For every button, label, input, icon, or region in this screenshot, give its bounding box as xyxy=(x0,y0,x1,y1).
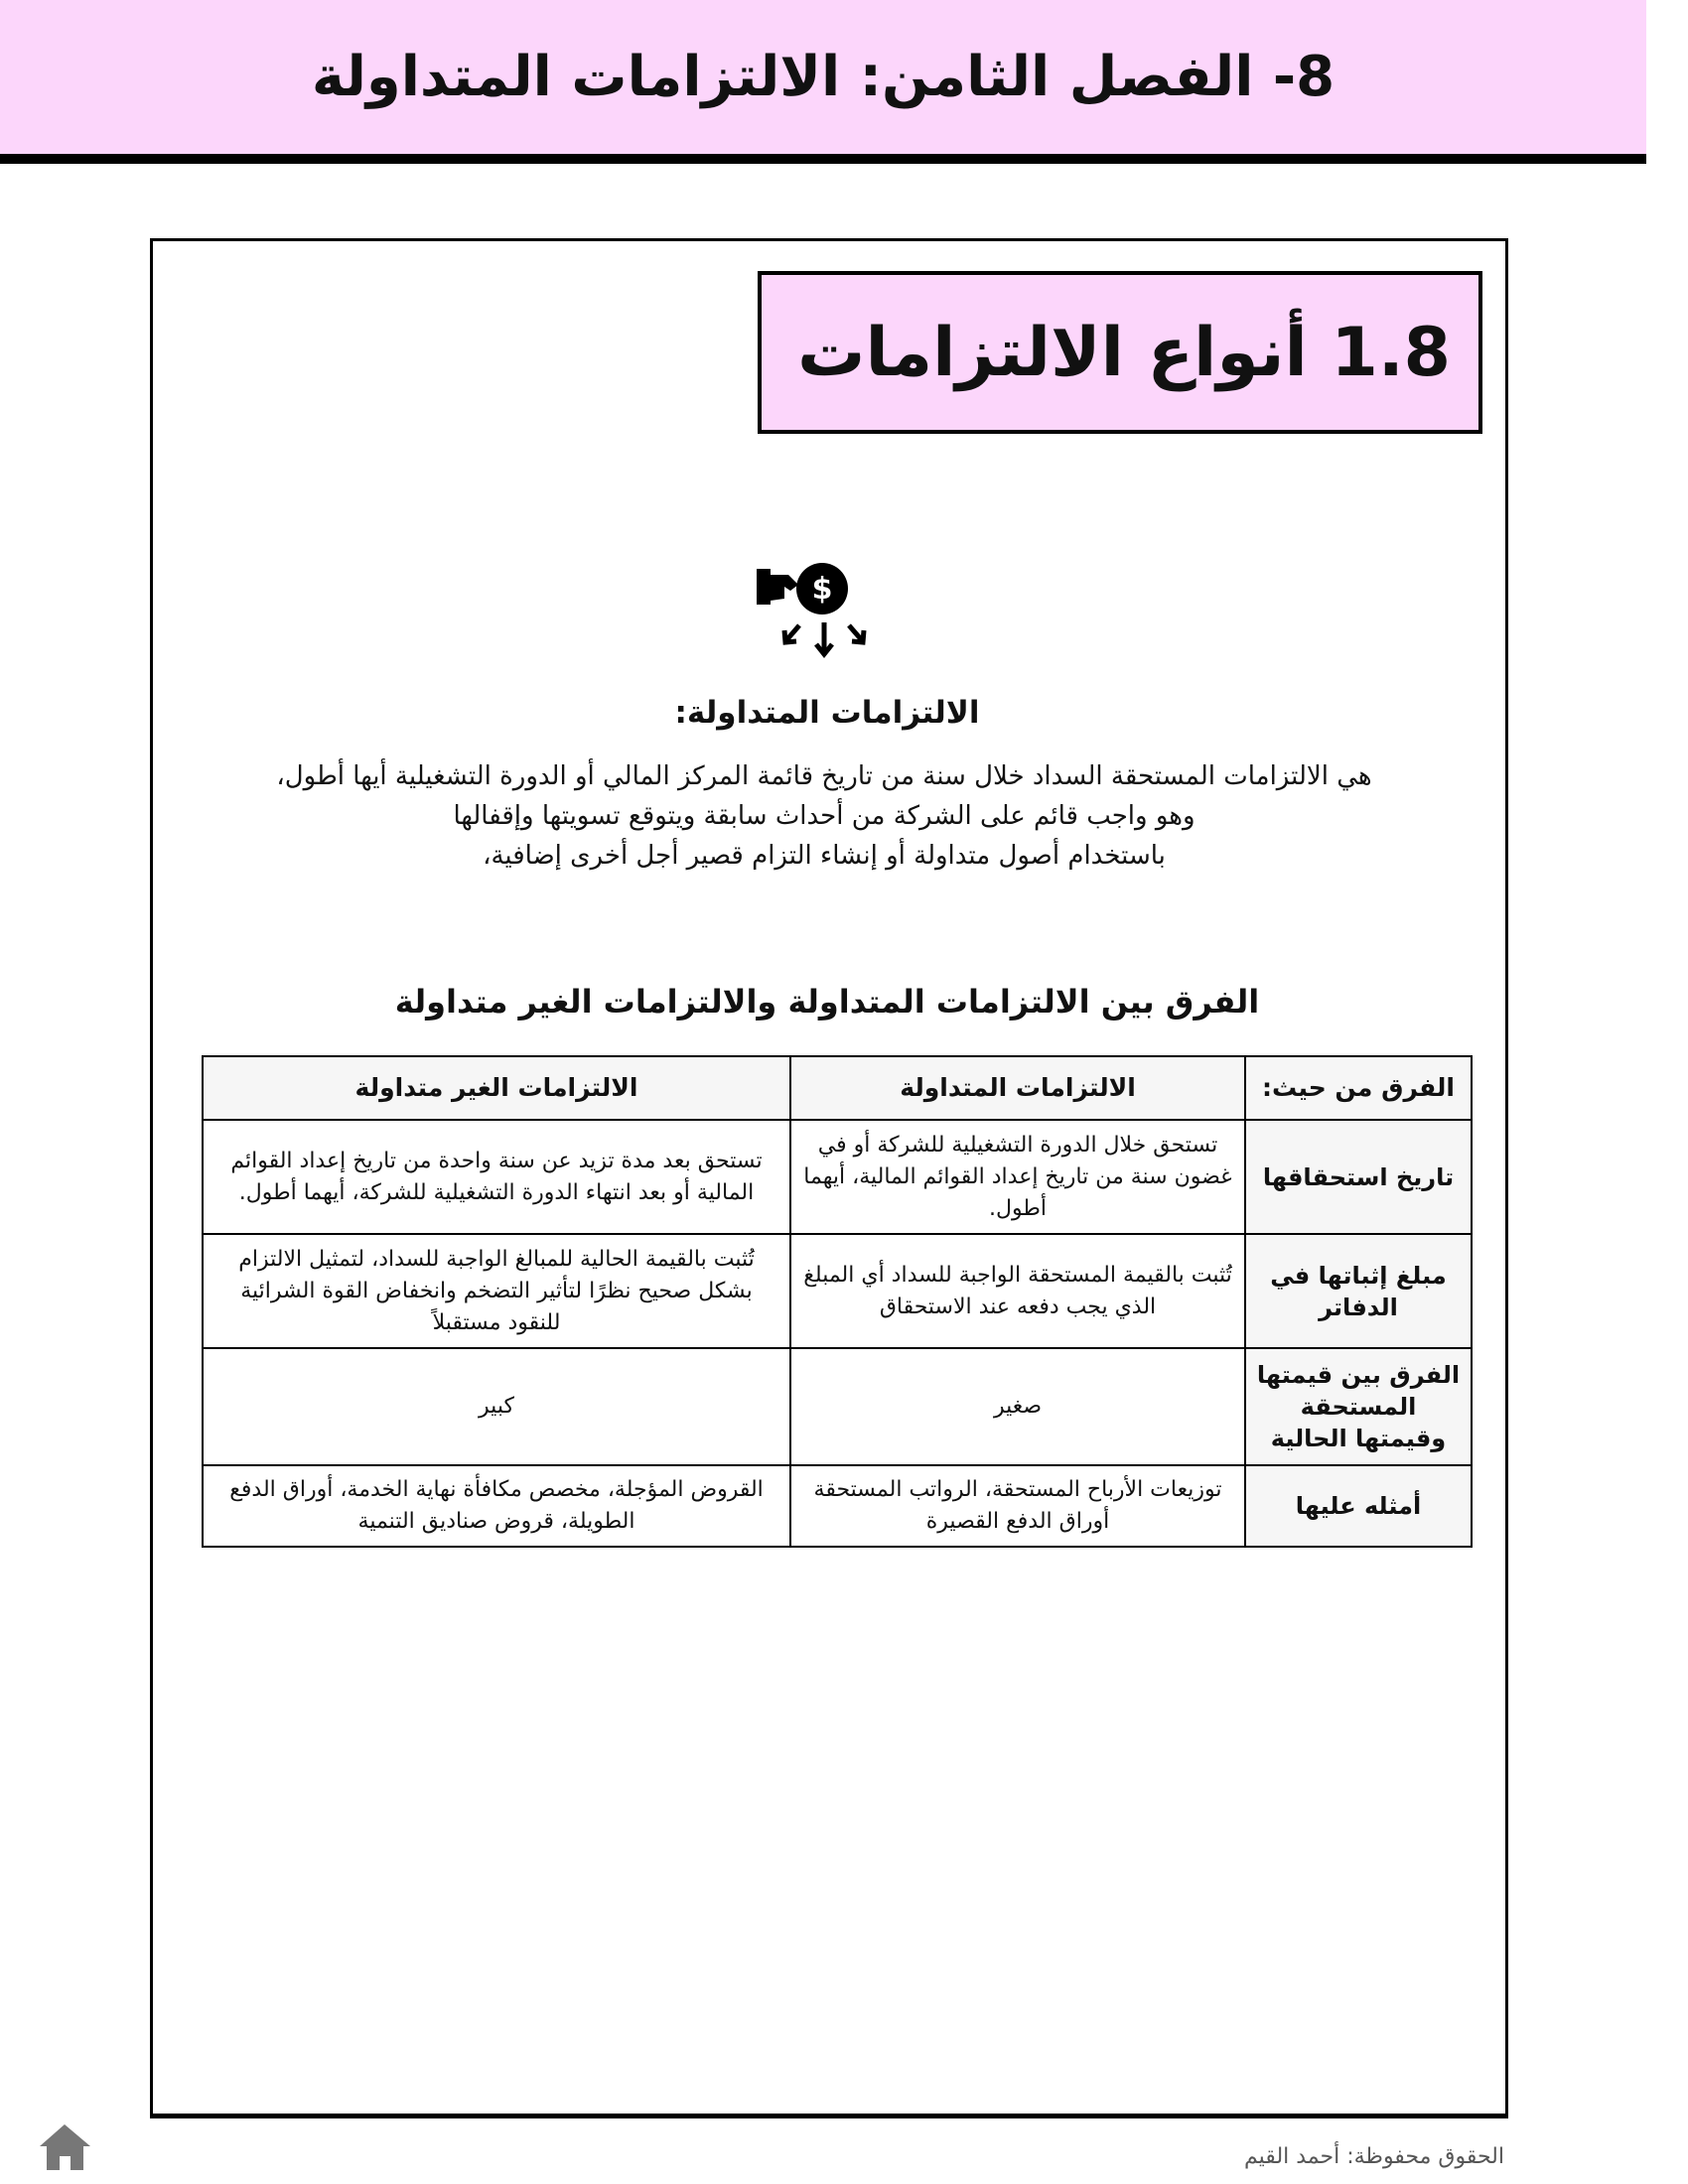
money-return-icon xyxy=(755,561,874,660)
table-row xyxy=(203,1465,1472,1547)
cell-current: صغير xyxy=(790,1348,1245,1465)
home-icon[interactable] xyxy=(38,2122,92,2172)
header-noncurrent: الالتزامات الغير متداولة xyxy=(203,1056,790,1120)
header-criterion: الفرق من حيث: xyxy=(1245,1056,1472,1120)
row-label: الفرق بين قيمتها المستحقة وقيمتها الحالية xyxy=(1245,1348,1472,1465)
cell-current: تستحق خلال الدورة التشغيلية للشركة أو في غضون سنة من تاريخ إعداد القوائم المالية، أيهما أطول. xyxy=(790,1120,1245,1234)
section-title-box xyxy=(758,271,1482,434)
chapter-title: 8- الفصل الثامن: الالتزامات المتداولة xyxy=(311,45,1336,109)
definition-heading: الالتزامات المتداولة: xyxy=(674,695,980,731)
copyright-footer: الحقوق محفوظة: أحمد القيم xyxy=(1244,2144,1504,2169)
cell-noncurrent: تستحق بعد مدة تزيد عن سنة واحدة من تاريخ إعداد القوائم المالية أو بعد انتهاء الدورة التشغيلية للشركة، أيهما أطول. xyxy=(203,1120,790,1234)
comparison-title: الفرق بين الالتزامات المتداولة والالتزامات الغير متداولة xyxy=(394,983,1260,1021)
cell-noncurrent: كبير xyxy=(203,1348,790,1465)
row-label: أمثله عليها xyxy=(1245,1465,1472,1547)
row-label: مبلغ إثباتها في الدفاتر xyxy=(1245,1234,1472,1348)
definition-line: هي الالتزامات المستحقة السداد خلال سنة من تاريخ قائمة المركز المالي أو الدورة التشغيلية أيها أطول، xyxy=(276,761,1372,791)
cell-current: توزيعات الأرباح المستحقة، الرواتب المستحقة أوراق الدفع القصيرة xyxy=(790,1465,1245,1547)
cell-current: تُثبت بالقيمة المستحقة الواجبة للسداد أي المبلغ الذي يجب دفعه عند الاستحقاق xyxy=(790,1234,1245,1348)
section-title: 1.8 أنواع الالتزامات xyxy=(797,313,1451,392)
cell-noncurrent: تُثبت بالقيمة الحالية للمبالغ الواجبة للسداد، لتمثيل الالتزام بشكل صحيح نظرًا لتأثير التضخم وانخفاض القوة الشرائية للنقود مستقبلاً xyxy=(203,1234,790,1348)
table-row xyxy=(203,1120,1472,1234)
definition-paragraph xyxy=(179,756,1470,876)
definition-line: وهو واجب قائم على الشركة من أحداث سابقة ويتوقع تسويتها وإقفالها xyxy=(453,801,1196,831)
cell-noncurrent: القروض المؤجلة، مخصص مكافأة نهاية الخدمة، أوراق الدفع الطويلة، قروض صناديق التنمية xyxy=(203,1465,790,1547)
definition-line: باستخدام أصول متداولة أو إنشاء التزام قصير أجل أخرى إضافية، xyxy=(483,841,1166,871)
comparison-table xyxy=(202,1055,1473,1548)
table-row xyxy=(203,1348,1472,1465)
header-divider xyxy=(0,154,1646,164)
table-header-row xyxy=(203,1056,1472,1120)
header-current: الالتزامات المتداولة xyxy=(790,1056,1245,1120)
row-label: تاريخ استحقاقها xyxy=(1245,1120,1472,1234)
table-row xyxy=(203,1234,1472,1348)
svg-text:$: $ xyxy=(811,572,833,607)
